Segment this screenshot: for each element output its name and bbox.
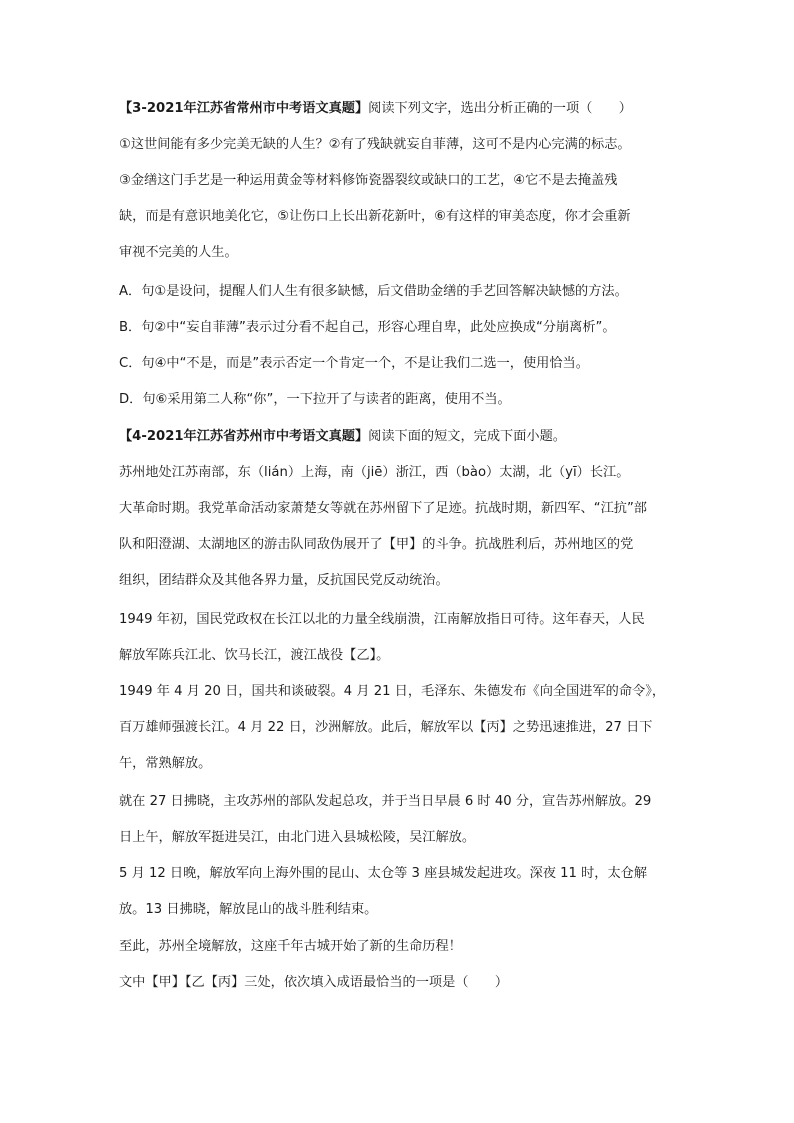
q4-text-line: 队和阳澄湖、太湖地区的游击队同敌伪展开了【甲】的斗争。抗战胜利后，苏州地区的党 bbox=[119, 537, 634, 552]
q3-option-b: B．句②中“妄自菲薄”表示过分看不起自己，形容心理自卑，此处应换成“分崩离析”。 bbox=[119, 320, 616, 335]
q3-text-line: 审视不完美的人生。 bbox=[119, 245, 238, 260]
q4-text-line: 解放军陈兵江北、饮马长江，渡江战役【乙】。 bbox=[119, 648, 390, 663]
q4-text-line: 5 月 12 日晚，解放军向上海外围的昆山、太仓等 3 座县城发起进攻。深夜 11 时，太仓解 bbox=[119, 866, 648, 881]
q3-text-line: 缺，而是有意识地美化它，⑤让伤口上长出新花新叶，⑥有这样的审美态度，你才会重新 bbox=[119, 209, 631, 224]
q3-option-a: A．句①是设问，提醒人们人生有很多缺憾，后文借助金缮的手艺回答解决缺憾的方法。 bbox=[119, 284, 628, 299]
q4-text-line: 组织，团结群众及其他各界力量，反抗国民党反动统治。 bbox=[119, 573, 449, 588]
q3-text-line: ①这世间能有多少完美无缺的人生？②有了残缺就妄自菲薄，这可不是内心完满的标志。 bbox=[119, 137, 631, 152]
q4-heading bbox=[119, 427, 566, 447]
q4-text-line: 放。13 日拂晓，解放昆山的战斗胜利结束。 bbox=[119, 902, 378, 917]
q4-question-line: 文中【甲】【乙【丙】三处，依次填入成语最恰当的一项是（ ） bbox=[119, 975, 509, 990]
q3-text-line: ③金缮这门手艺是一种运用黄金等材料修饰瓷器裂纹或缺口的工艺，④它不是去掩盖残 bbox=[119, 173, 618, 188]
q4-source-tag: 【4-2021年江苏省苏州市中考语文真题】 bbox=[119, 429, 369, 444]
q4-text-line: 日上午，解放军挺进吴江，由北门进入县城松陵，吴江解放。 bbox=[119, 830, 476, 845]
q4-text-line: 至此，苏州全境解放，这座千年古城开始了新的生命历程！ bbox=[119, 939, 462, 954]
q3-heading bbox=[119, 99, 632, 119]
q3-source-tag: 【3-2021年江苏省常州市中考语文真题】 bbox=[119, 101, 369, 116]
q3-prompt: 阅读下列文字，选出分析正确的一项（ ） bbox=[368, 101, 632, 116]
q4-text-line: 百万雄师强渡长江。4 月 22 日，沙洲解放。此后，解放军以【丙】之势迅速推进，27 日下 bbox=[119, 720, 653, 735]
q4-text-line: 就在 27 日拂晓，主攻苏州的部队发起总攻，并于当日早晨 6 时 40 分，宣告苏州解放。29 bbox=[119, 794, 652, 809]
q3-option-c: C．句④中“不是，而是”表示否定一个肯定一个，不是让我们二选一，使用恰当。 bbox=[119, 356, 589, 371]
q4-text-line: 1949 年初，国民党政权在长江以北的力量全线崩溃，江南解放指日可待。这年春天，人民 bbox=[119, 612, 645, 627]
q4-text-line: 午，常熟解放。 bbox=[119, 756, 212, 771]
q4-text-line: 1949 年 4 月 20 日，国共和谈破裂。4 月 21 日，毛泽东、朱德发布《向全国进军的命令》， bbox=[119, 684, 666, 699]
q4-prompt: 阅读下面的短文，完成下面小题。 bbox=[368, 429, 566, 444]
q4-text-line: 苏州地处江苏南部，东（lián）上海，南（jiē）浙江，西（bào）太湖，北（yī）长江。 bbox=[119, 465, 630, 480]
q3-option-d: D．句⑥采用第二人称“你”，一下拉开了与读者的距离，使用不当。 bbox=[119, 392, 511, 407]
q4-text-line: 大革命时期。我党革命活动家萧楚女等就在苏州留下了足迹。抗战时期，新四军、“江抗”部 bbox=[119, 501, 647, 516]
